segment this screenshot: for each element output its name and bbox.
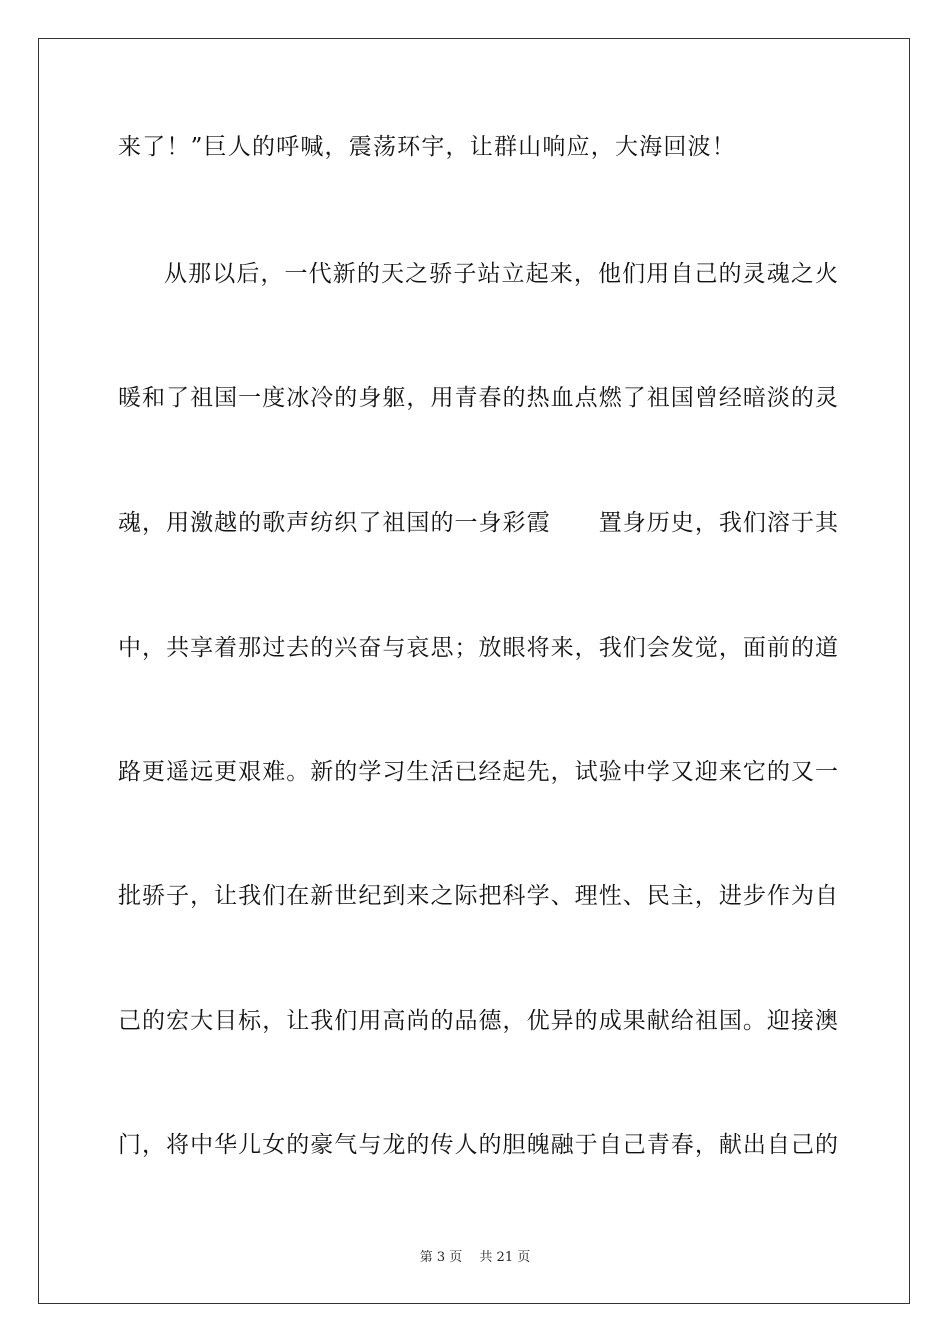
page-number-footer: 第 3 页 共 21 页 — [419, 1250, 531, 1265]
text-line-8: 己的宏大目标，让我们用高尚的品德，优异的成果献给祖国。迎接澳 — [118, 1008, 838, 1034]
text-line-5: 中，共享着那过去的兴奋与哀思；放眼将来，我们会发觉，面前的道 — [118, 635, 838, 661]
text-line-7: 批骄子，让我们在新世纪到来之际把科学、理性、民主，进步作为自 — [118, 883, 838, 909]
text-line-9: 门，将中华儿女的豪气与龙的传人的胆魄融于自己青春，献出自己的 — [118, 1132, 838, 1158]
page-border — [38, 38, 910, 1304]
text-line-2: 从那以后，一代新的天之骄子站立起来，他们用自己的灵魂之火 — [164, 261, 838, 287]
text-line-3: 暖和了祖国一度冰冷的身躯，用青春的热血点燃了祖国曾经暗淡的灵 — [118, 385, 838, 411]
text-line-4: 魂，用激越的歌声纺织了祖国的一身彩霞 置身历史，我们溶于其 — [118, 510, 838, 536]
text-line-1: 来了！”巨人的呼喊，震荡环宇，让群山响应，大海回波！ — [118, 134, 736, 160]
text-line-6: 路更遥远更艰难。新的学习生活已经起先，试验中学又迎来它的又一 — [118, 759, 838, 785]
